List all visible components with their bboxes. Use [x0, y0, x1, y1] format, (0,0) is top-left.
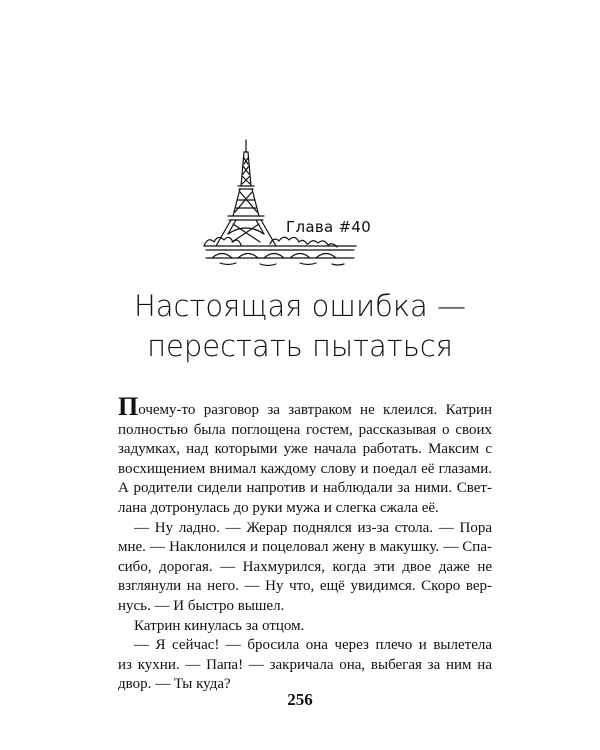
paragraph-line: Почему-то разговор за завтраком не клеился. Катрин — [118, 392, 492, 421]
drop-cap: П — [118, 392, 139, 421]
chapter-title-line-1: Настоящая ошибка — — [133, 289, 467, 323]
paragraph-line: задумках, над которыми уже начала работать. Максим с — [118, 441, 492, 458]
paragraph-line: — Ну ладно. — Жерар поднялся из-за стола. — Пора — [134, 519, 492, 536]
eiffel-tower-icon — [200, 138, 360, 268]
paragraph-line: А родители сидели напротив и наблюдали за ними. Свет- — [118, 480, 492, 497]
paragraph-line: полностью была поглощена гостем, рассказывая о своих — [118, 421, 492, 438]
chapter-title-line-2: перестать пытаться — [147, 329, 453, 363]
paragraph-line: нусь. — И быстро вышел. — [118, 597, 285, 614]
paragraph-line: взглянули на него. — Ну что, ещё увидимся. Скоро вер- — [118, 578, 492, 595]
paragraph-line: — Я сейчас! — бросила она через плечо и вылетела — [134, 637, 492, 654]
chapter-label: Глава #40 — [286, 218, 372, 236]
paragraph-line: двор. — Ты куда? — [118, 676, 231, 693]
paragraph-line: Катрин кинулась за отцом. — [134, 617, 305, 634]
paragraph-line: из кухни. — Папа! — закричала она, выбегая за ним на — [118, 656, 492, 673]
chapter-title — [0, 286, 600, 366]
paragraph-line: лана дотронулась до руки мужа и слегка сжала её. — [118, 499, 439, 516]
paragraph-line: восхищением внимал каждому слову и поедал её глазами. — [118, 460, 492, 477]
page-number: 256 — [287, 690, 313, 709]
paragraph-line: мне. — Наклонился и поцеловал жену в макушку. — Спа- — [118, 539, 492, 556]
body-text — [118, 392, 492, 695]
paragraph-line: сибо, дорогая. — Нахмурился, когда эти двое даже не — [118, 558, 492, 575]
